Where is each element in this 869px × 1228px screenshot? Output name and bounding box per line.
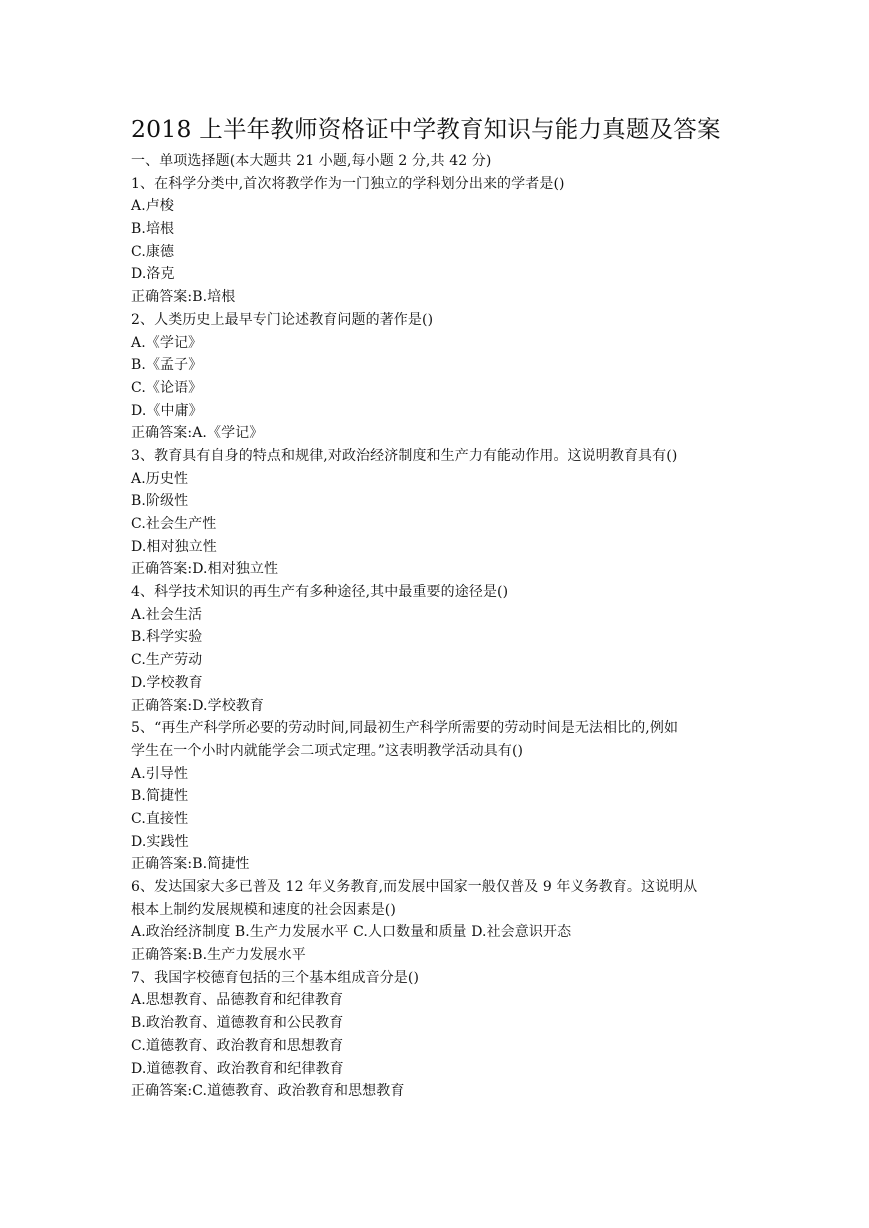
answer-option: D.洛克 [131,266,175,283]
question-text: 6、发达国家大多已普及 12 年义务教育,而发展中国家一般仅普及 9 年义务教育。这说明从 [131,879,698,895]
answer-option: A.社会生活 [131,606,203,623]
correct-answer: 正确答案:B.培根 [131,289,236,306]
document-title: 2018 上半年教师资格证中学教育知识与能力真题及答案 [131,115,721,143]
answer-option: D.学校教育 [131,674,203,691]
question-block [131,445,771,581]
answer-option: C.生产劳动 [131,652,203,669]
answer-option: A.政治经济制度 B.生产力发展水平 C.人口数量和质量 D.社会意识开态 [131,924,572,941]
question-text: 7、我国字校德育包括的三个基本组成音分是() [131,969,420,986]
section-heading: 一、单项选择题(本大题共 21 小题,每小题 2 分,共 42 分) [131,153,492,169]
correct-answer: 正确答案:C.道德教育、政治教育和思想教育 [131,1083,405,1100]
answer-option: D.相对独立性 [131,538,217,555]
answer-option: B.《孟子》 [131,357,203,374]
answer-option: A.思想教育、品德教育和纪律教育 [131,992,344,1009]
question-block [131,967,771,1103]
answer-option: D.道德教育、政治教育和纪律教育 [131,1060,344,1077]
question-text: 4、科学技术知识的再生产有多种途径,其中最重要的途径是() [131,584,509,601]
answer-option: B.培根 [131,221,175,238]
answer-option: C.道德教育、政治教育和思想教育 [131,1037,344,1054]
question-list [131,173,771,1103]
answer-option: B.简捷性 [131,788,189,805]
question-block [131,581,771,717]
question-block [131,309,771,445]
question-text: 5、“再生产科学所必要的劳动时间,同最初生产科学所需要的劳动时间是无法相比的,例如 [131,720,679,737]
question-text: 1、在科学分类中,首次将教学作为一门独立的学科划分出来的学者是() [131,175,565,192]
correct-answer: 正确答案:A.《学记》 [131,425,264,442]
question-text: 3、教育具有自身的特点和规律,对政治经济制度和生产力有能动作用。这说明教育具有() [131,447,678,464]
answer-option: A.历史性 [131,470,189,487]
answer-option: A.《学记》 [131,334,203,351]
question-text: 学生在一个小时内就能学会二项式定理。”这表明教学活动具有() [131,742,524,759]
answer-option: A.卢梭 [131,198,174,215]
correct-answer: 正确答案:B.生产力发展水平 [131,947,306,964]
document-body [131,112,771,1103]
question-block [131,717,771,876]
question-text: 根本上制约发展规模和速度的社会因素是() [131,901,396,918]
question-block [131,173,771,309]
answer-option: B.阶级性 [131,493,189,510]
answer-option: C.直接性 [131,810,189,827]
answer-option: B.科学实验 [131,629,203,646]
correct-answer: 正确答案:B.简捷性 [131,856,250,873]
answer-option: D.实践性 [131,833,189,850]
question-block [131,876,771,967]
answer-option: C.《论语》 [131,379,203,396]
answer-option: B.政治教育、道德教育和公民教育 [131,1015,344,1032]
question-text: 2、人类历史上最早专门论述教育问题的著作是() [131,311,434,328]
answer-option: C.康德 [131,243,175,260]
answer-option: D.《中庸》 [131,402,203,419]
answer-option: A.引导性 [131,765,189,782]
answer-option: C.社会生产性 [131,516,217,532]
correct-answer: 正确答案:D.相对独立性 [131,561,279,578]
correct-answer: 正确答案:D.学校教育 [131,697,264,714]
